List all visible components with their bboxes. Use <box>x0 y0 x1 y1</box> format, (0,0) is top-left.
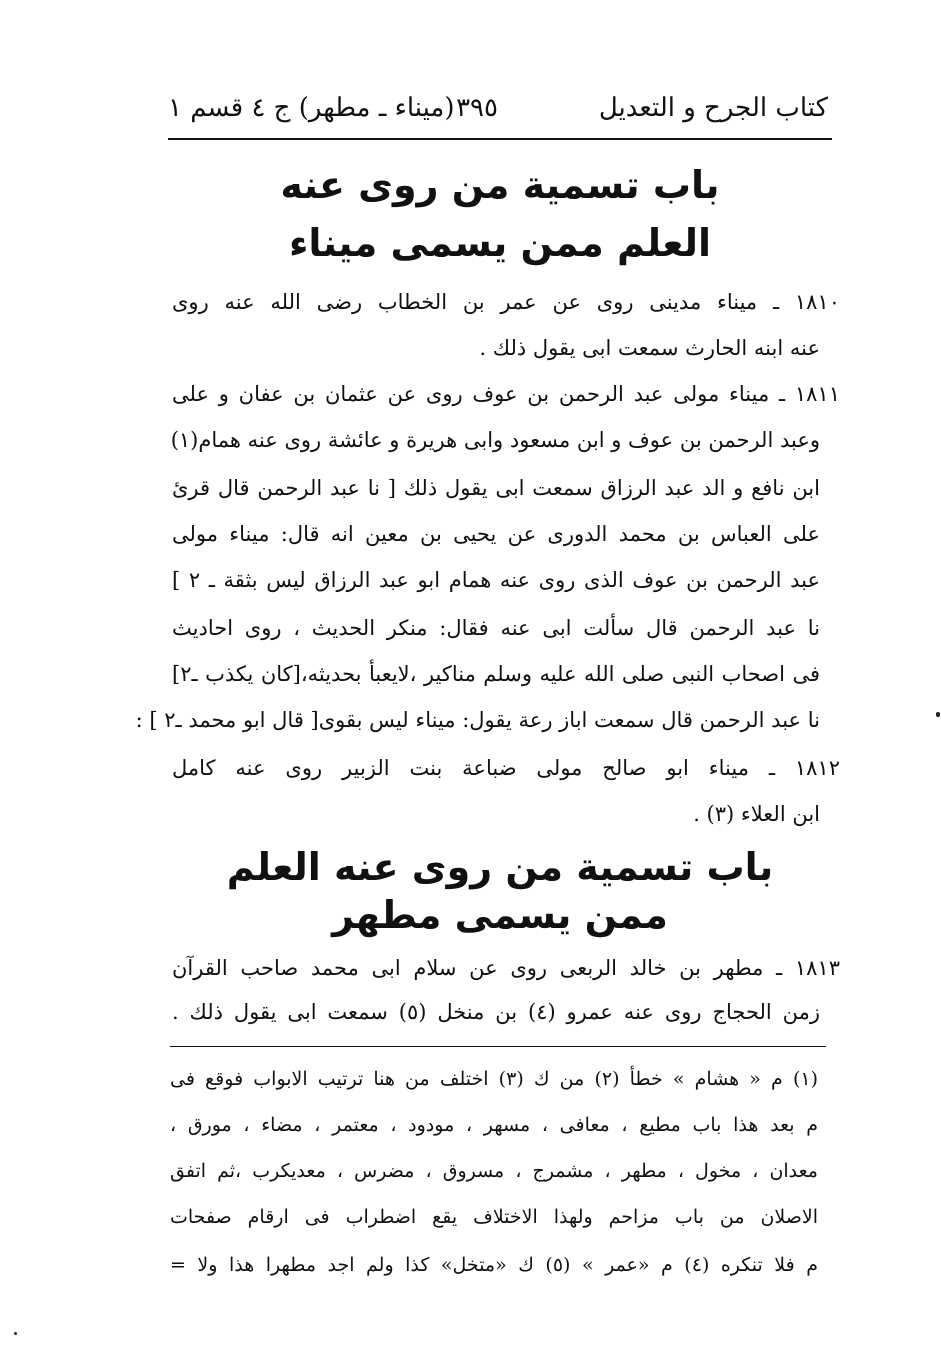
entry-line: ابن نافع و الد عبد الرزاق سمعت ابى يقول ذلك [ نا عبد الرحمن قال قرئ <box>172 476 820 500</box>
book-title: كتاب الجرح و التعديل <box>598 93 828 123</box>
section-heading-1-line2: العلم ممن يسمى ميناء <box>288 221 712 265</box>
footnote-rule <box>170 1046 826 1047</box>
section-heading-2-line2: ممن يسمى مطهر <box>332 893 668 937</box>
entry-line: ١٨١٢ ـ ميناء ابو صالح مولى ضباعة بنت الزبير روى عنه كامل <box>172 756 840 780</box>
section-heading-1-line1: باب تسمية من روى عنه <box>280 163 720 207</box>
entry-line: نا عبد الرحمن قال سمعت اباز رعة يقول: ميناء ليس بقوى[ قال ابو محمد ـ٢ ] : <box>135 708 820 732</box>
scan-speck <box>936 712 940 717</box>
entry-line: على العباس بن محمد الدورى عن يحيى بن معين انه قال: ميناء مولى <box>172 522 820 546</box>
entry-line: ابن العلاء (٣) . <box>693 802 820 826</box>
entry-line: عنه ابنه الحارث سمعت ابى يقول ذلك . <box>479 336 820 360</box>
entry-line: عبد الرحمن بن عوف الذى روى عنه همام ابو عبد الرزاق ليس بثقة ـ ٢ ] <box>172 568 821 592</box>
entry-line: ١٨١١ ـ ميناء مولى عبد الرحمن بن عوف روى عن عثمان بن عفان و على <box>172 382 840 406</box>
entry-line: ١٨١٣ ـ مطهر بن خالد الربعى روى عن سلام ابى محمد صاحب القرآن <box>172 956 840 980</box>
entry-line: فى اصحاب النبى صلى الله عليه وسلم مناكير ،لايعبأ بحديثه،[كان يكذب ـ٢] <box>172 662 820 686</box>
page-number: ٣٩٥ <box>456 93 498 123</box>
entry-line: زمن الحجاج روى عنه عمرو (٤) بن منخل (٥) سمعت ابى يقول ذلك . <box>172 1000 820 1024</box>
volume-info: (ميناء ـ مطهر) ج ٤ قسم ١ <box>168 93 455 123</box>
section-heading-2-line1: باب تسمية من روى عنه العلم <box>226 845 774 889</box>
footnote-line: (١) م « هشام » خطأ (٢) من ك (٣) اختلف من هنا ترتيب الابواب فوقع فى <box>170 1068 819 1090</box>
entry-line: نا عبد الرحمن قال سألت ابى عنه فقال: منكر الحديث ، روى احاديث <box>172 616 820 640</box>
footnote-line: الاصلان من باب مزاحم ولهذا الاختلاف يقع اضطراب فى ارقام صفحات <box>170 1206 818 1228</box>
running-header <box>168 84 828 132</box>
entry-line: وعبد الرحمن بن عوف و ابن مسعود وابى هريرة و عائشة روى عنه همام(١) <box>170 428 820 452</box>
header-rule <box>168 138 832 140</box>
footnote-line: م بعد هذا باب مطيع ، معافى ، مسهر ، مودود ، معتمر ، مضاء ، مورق ، <box>170 1114 818 1136</box>
footnote-line: م فلا تنكره (٤) م «عمر » (٥) ك «متخل» كذا ولم اجد مطهرا هذا ولا = <box>170 1254 818 1276</box>
footnote-line: معدان ، مخول ، مطهر ، مشمرج ، مسروق ، مضرس ، معديكرب ،ثم اتفق <box>170 1160 818 1182</box>
scan-speck <box>14 1332 17 1335</box>
entry-line: ١٨١٠ ـ ميناء مدينى روى عن عمر بن الخطاب رضى الله عنه روى <box>172 290 840 314</box>
